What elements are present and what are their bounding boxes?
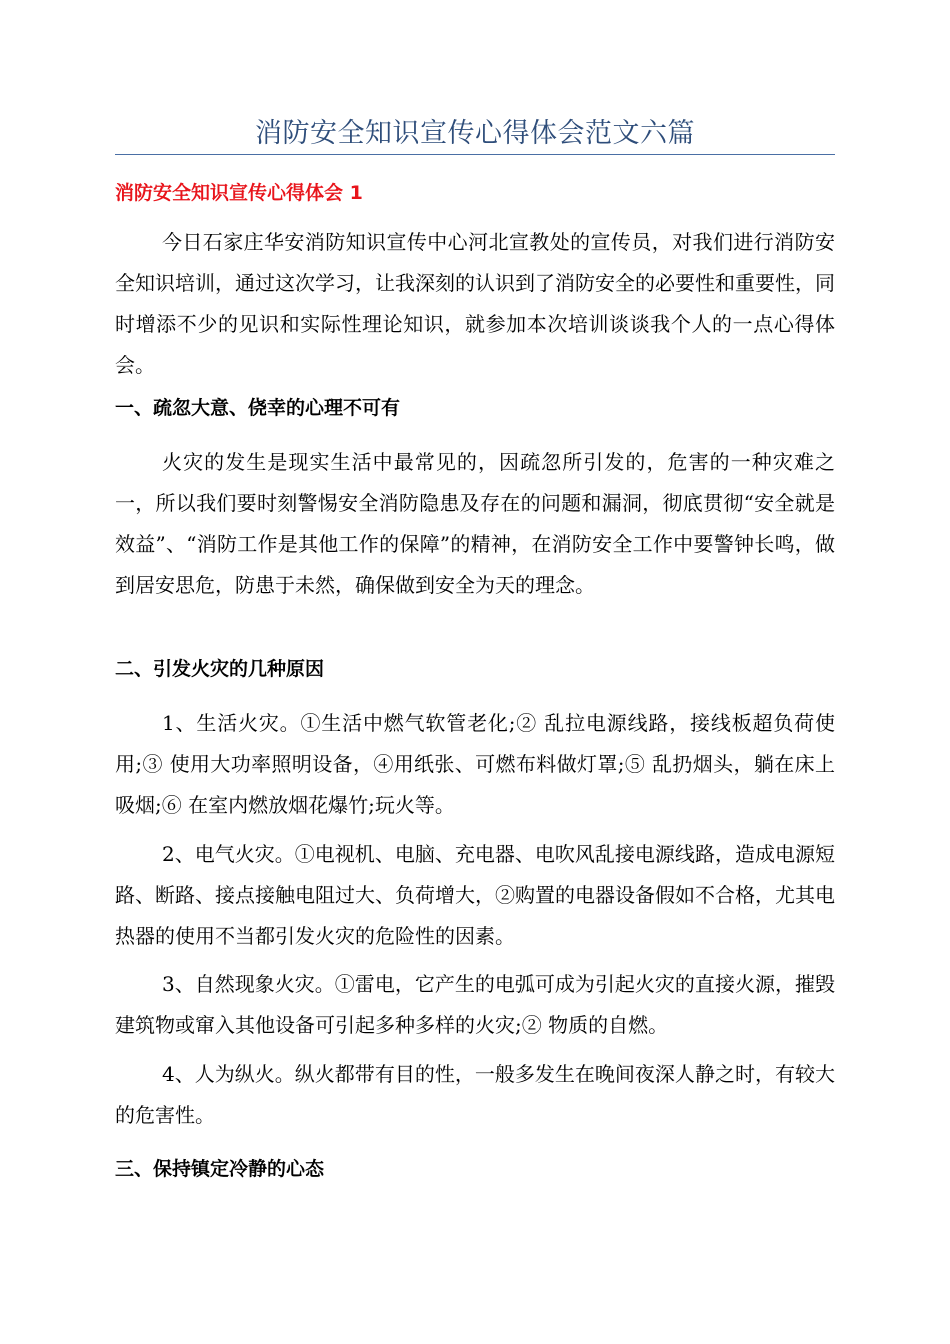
section-heading: 消防安全知识宣传心得体会 1 bbox=[115, 182, 363, 204]
paragraph-cause-household-fire: 1、生活火灾。①生活中燃气软管老化;② 乱拉电源线路，接线板超负荷使用;③ 使用大功率照明设备，④用纸张、可燃布料做灯罩;⑤ 乱扔烟头，躺在床上吸烟;⑥ 在室内燃放烟花爆竹;玩火等。 bbox=[115, 711, 835, 817]
heading-careless-mindset: 一、疏忽大意、侥幸的心理不可有 bbox=[115, 397, 401, 419]
paragraph-cause-natural-fire: 3、自然现象火灾。①雷电，它产生的电弧可成为引起火灾的直接火源，摧毁建筑物或窜入其他设备可引起多种多样的火灾;② 物质的自燃。 bbox=[115, 972, 835, 1037]
paragraph-careless-mindset: 火灾的发生是现实生活中最常见的，因疏忽所引发的，危害的一种灾难之一，所以我们要时刻警惕安全消防隐患及存在的问题和漏洞，彻底贯彻“安全就是效益”、“消防工作是其他工作的保障”的精神，在消防安全工作中要警钟长鸣，做到居安思危，防患于未然，确保做到安全为天的理念。 bbox=[115, 450, 835, 597]
intro-paragraph: 今日石家庄华安消防知识宣传中心河北宣教处的宣传员，对我们进行消防安全知识培训，通过这次学习，让我深刻的认识到了消防安全的必要性和重要性，同时增添不少的见识和实际性理论知识，就参加本次培训谈谈我个人的一点心得体会。 bbox=[115, 230, 835, 377]
paragraph-cause-electrical-fire: 2、电气火灾。①电视机、电脑、充电器、电吹风乱接电源线路，造成电源短路、断路、接点接触电阻过大、负荷增大，②购置的电器设备假如不合格，尤其电热器的使用不当都引发火灾的危险性的因素。 bbox=[115, 842, 835, 948]
document-title: 消防安全知识宣传心得体会范文六篇 bbox=[255, 118, 695, 149]
title-underline bbox=[115, 154, 835, 155]
paragraph-cause-arson: 4、人为纵火。纵火都带有目的性，一般多发生在晚间夜深人静之时，有较大的危害性。 bbox=[115, 1062, 835, 1127]
heading-stay-calm: 三、保持镇定冷静的心态 bbox=[115, 1158, 325, 1180]
heading-fire-causes: 二、引发火灾的几种原因 bbox=[115, 658, 325, 680]
